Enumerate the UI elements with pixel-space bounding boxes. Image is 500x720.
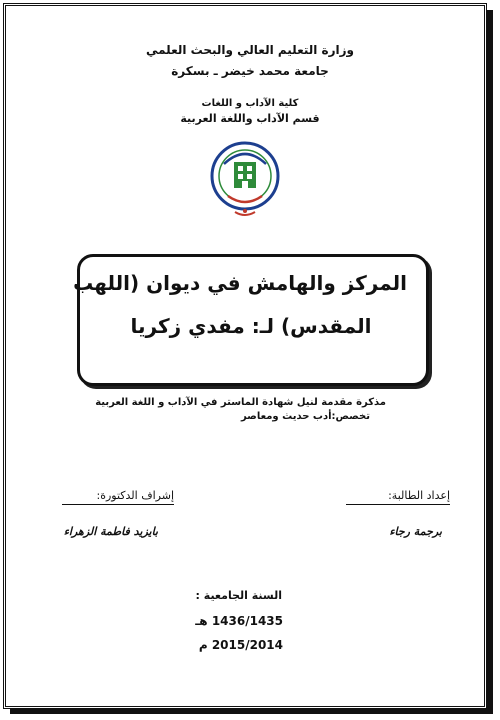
supervisor-name: بايزيد فاطمة الزهراء <box>63 525 158 538</box>
supervision-underline <box>62 504 174 505</box>
thesis-description: مذكرة مقدمة لنيل شهادة الماستر في الآداب و اللغة العربية <box>95 397 386 408</box>
ministry-name: وزارة التعليم العالي والبحث العلمي <box>145 43 355 57</box>
university-name: جامعة محمد خيضر ـ بسكرة <box>171 64 329 78</box>
thesis-title-line2: المقدس) لـ: مفدي زكريا <box>130 314 372 338</box>
university-seal-icon <box>210 138 280 220</box>
hijri-year: 1436/1435 هـ <box>195 614 283 628</box>
thesis-title-line1: المركز والهامش في ديوان (اللهب <box>73 271 407 295</box>
department-name: قسم الآداب واللغة العربية <box>180 112 320 125</box>
prepared-by-label: إعداد الطالبة: <box>388 489 450 502</box>
academic-year-label: السنة الجامعية : <box>195 589 282 602</box>
student-name: برجمة رجاء <box>389 525 442 538</box>
supervision-label: إشراف الدكتورة: <box>96 489 174 502</box>
specialization: تخصص:أدب حديث ومعاصر <box>240 411 370 422</box>
page-shadow-bottom <box>10 709 493 714</box>
gregorian-year: 2015/2014 م <box>198 638 283 652</box>
prepared-by-underline <box>346 504 450 505</box>
faculty-name: كلية الآداب و اللغات <box>201 98 299 109</box>
